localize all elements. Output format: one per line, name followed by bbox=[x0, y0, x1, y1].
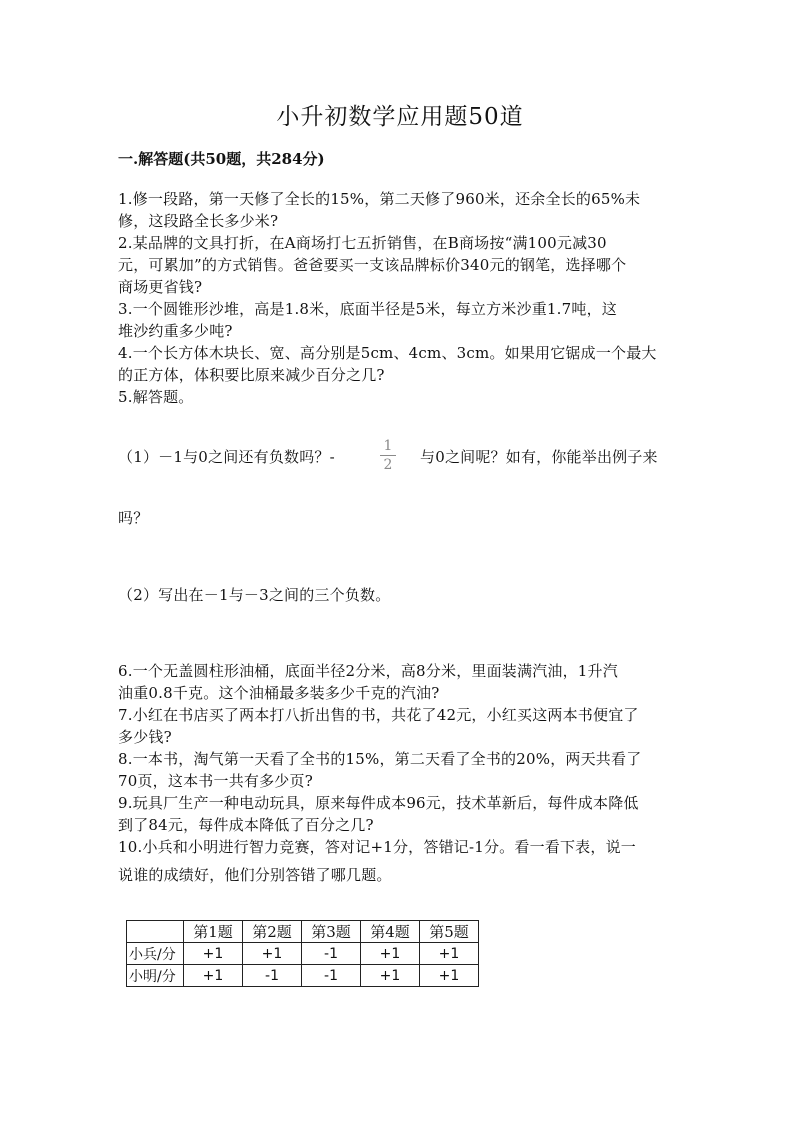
question-line: 10.小兵和小明进行智力竞赛，答对记+1分，答错记-1分。看一看下表，说一 bbox=[118, 838, 636, 856]
fraction-numerator: 1 bbox=[383, 438, 393, 454]
table-header-row bbox=[127, 921, 479, 943]
table-cell: +1 bbox=[184, 943, 243, 965]
page-title: 小升初数学应用题50道 bbox=[276, 104, 524, 130]
table-cell: -1 bbox=[302, 943, 361, 965]
question-line: 70页，这本书一共有多少页? bbox=[118, 772, 313, 790]
table-row bbox=[127, 943, 479, 965]
question-line: 堆沙约重多少吨? bbox=[118, 322, 233, 340]
table-cell: +1 bbox=[361, 943, 420, 965]
question-line: 8.一本书，淘气第一天看了全书的15%，第二天看了全书的20%，两天共看了 bbox=[118, 750, 642, 768]
question-line: 修，这段路全长多少米? bbox=[118, 212, 279, 230]
fraction-one-half bbox=[380, 438, 396, 473]
table-cell: +1 bbox=[361, 965, 420, 987]
fraction-bar bbox=[380, 455, 396, 456]
question-line: 3.一个圆锥形沙堆，高是1.8米，底面半径是5米，每立方米沙重1.7吨，这 bbox=[118, 300, 617, 318]
table-cell: +1 bbox=[420, 943, 479, 965]
table-header-cell: 第4题 bbox=[361, 921, 420, 943]
table-cell: -1 bbox=[302, 965, 361, 987]
table-row-label: 小明/分 bbox=[127, 965, 184, 987]
q5-part1-text-cont: 与0之间呢？如有，你能举出例子来 bbox=[420, 448, 658, 466]
table-header-cell: 第1题 bbox=[184, 921, 243, 943]
question-line: 到了84元，每件成本降低了百分之几? bbox=[118, 816, 374, 834]
section-heading: 一.解答题(共50题，共284分) bbox=[118, 150, 325, 168]
q5-part2-text: （2）写出在－1与－3之间的三个负数。 bbox=[118, 586, 391, 604]
question-line: 说谁的成绩好，他们分别答错了哪几题。 bbox=[118, 866, 392, 884]
table-header-cell: 第3题 bbox=[302, 921, 361, 943]
table-header-cell bbox=[127, 921, 184, 943]
question-line: 油重0.8千克。这个油桶最多装多少千克的汽油? bbox=[118, 684, 440, 702]
q5-part1-end: 吗？ bbox=[118, 509, 149, 527]
table-cell: +1 bbox=[184, 965, 243, 987]
question-line: 5.解答题。 bbox=[118, 388, 194, 406]
question-line: 6.一个无盖圆柱形油桶，底面半径2分米，高8分米，里面装满汽油，1升汽 bbox=[118, 662, 618, 680]
question-line: 9.玩具厂生产一种电动玩具，原来每件成本96元，技术革新后，每件成本降低 bbox=[118, 794, 639, 812]
table-row-label: 小兵/分 bbox=[127, 943, 184, 965]
table-cell: +1 bbox=[420, 965, 479, 987]
question-line: 多少钱? bbox=[118, 728, 172, 746]
table-header-cell: 第2题 bbox=[243, 921, 302, 943]
question-line: 1.修一段路，第一天修了全长的15%，第二天修了960米，还余全长的65%未 bbox=[118, 190, 641, 208]
question-line: 商场更省钱? bbox=[118, 278, 203, 296]
table-header-cell: 第5题 bbox=[420, 921, 479, 943]
table-cell: -1 bbox=[243, 965, 302, 987]
question-line: 7.小红在书店买了两本打八折出售的书，共花了42元，小红买这两本书便宜了 bbox=[118, 706, 639, 724]
table-row bbox=[127, 965, 479, 987]
fraction-denominator: 2 bbox=[383, 457, 393, 473]
question-line: 的正方体，体积要比原来减少百分之几? bbox=[118, 366, 385, 384]
table-cell: +1 bbox=[243, 943, 302, 965]
q5-part1-text: （1）－1与0之间还有负数吗？- bbox=[118, 448, 335, 466]
score-table bbox=[126, 920, 479, 987]
question-line: 2.某品牌的文具打折，在A商场打七五折销售，在B商场按“满100元减30 bbox=[118, 234, 607, 252]
question-line: 4.一个长方体木块长、宽、高分别是5cm、4cm、3cm。如果用它锯成一个最大 bbox=[118, 344, 657, 362]
question-line: 元，可累加”的方式销售。爸爸要买一支该品牌标价340元的钢笔，选择哪个 bbox=[118, 256, 627, 274]
